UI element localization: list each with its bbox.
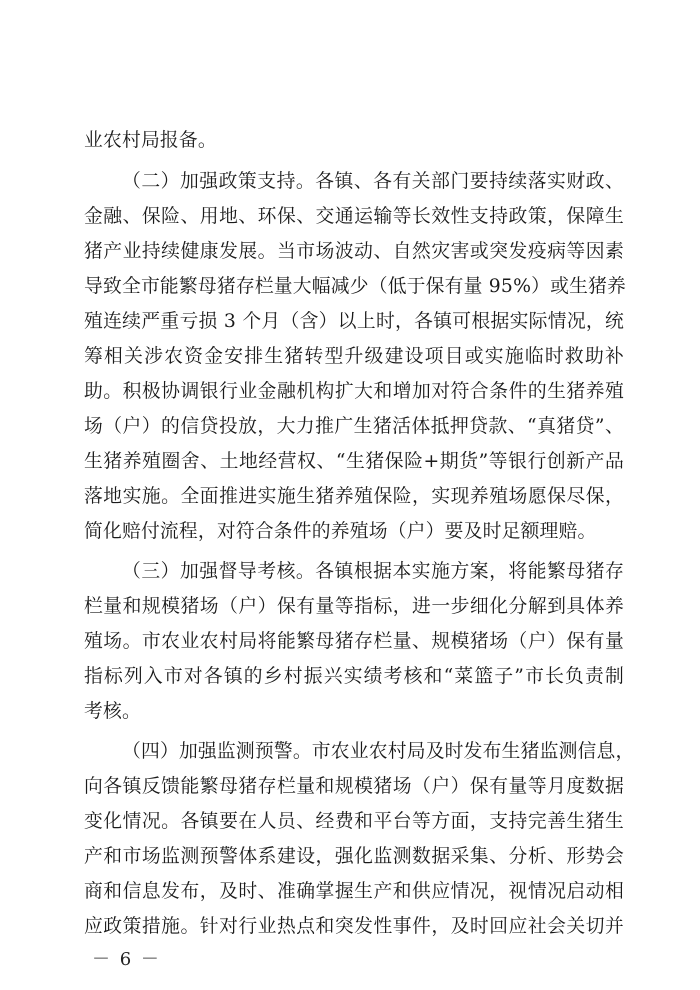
text-line: 指标列入市对各镇的乡村振兴实绩考核和“菜篮子”市长负责制 <box>84 666 624 687</box>
text-line: 殖连续严重亏损 3 个月（含）以上时，各镇可根据实际情况，统 <box>84 311 624 332</box>
text-line: 简化赔付流程，对符合条件的养殖场（户）要及时足额理赔。 <box>84 521 597 542</box>
text-line: 栏量和规模猪场（户）保有量等指标，进一步细化分解到具体养 <box>84 596 624 617</box>
section-heading-line: （四）加强监测预警。市农业农村局及时发布生猪监测信息， <box>122 741 635 762</box>
section-heading-line: （三）加强督导考核。各镇根据本实施方案，将能繁母猪存 <box>122 561 624 582</box>
text-line: 业农村局报备。 <box>84 130 217 151</box>
text-line: 向各镇反馈能繁母猪存栏量和规模猪场（户）保有量等月度数据 <box>84 776 624 797</box>
text-line: 场（户）的信贷投放，大力推广生猪活体抵押贷款、“真猪贷”、 <box>84 416 624 437</box>
text-line: 应政策措施。针对行业热点和突发性事件，及时回应社会关切并 <box>84 916 624 937</box>
text-line: 金融、保险、用地、环保、交通运输等长效性支持政策，保障生 <box>84 206 624 227</box>
text-line: 生猪养殖圈舍、土地经营权、“生猪保险+期货”等银行创新产品 <box>84 451 624 472</box>
text-line: 落地实施。全面推进实施生猪养殖保险，实现养殖场愿保尽保， <box>84 486 624 507</box>
text-line: 猪产业持续健康发展。当市场波动、自然灾害或突发疫病等因素 <box>84 241 624 262</box>
text-line: 变化情况。各镇要在人员、经费和平台等方面，支持完善生猪生 <box>84 811 624 832</box>
text-line: 商和信息发布，及时、准确掌握生产和供应情况，视情况启动相 <box>84 881 624 902</box>
text-line: 导致全市能繁母猪存栏量大幅减少（低于保有量 95%）或生猪养 <box>84 276 627 297</box>
text-line: 产和市场监测预警体系建设，强化监测数据采集、分析、形势会 <box>84 846 624 867</box>
text-line: 殖场。市农业农村局将能繁母猪存栏量、规模猪场（户）保有量 <box>84 631 624 652</box>
section-heading-line: （二）加强政策支持。各镇、各有关部门要持续落实财政、 <box>122 171 624 192</box>
text-line: 筹相关涉农资金安排生猪转型升级建设项目或实施临时救助补 <box>84 346 624 367</box>
text-line: 助。积极协调银行业金融机构扩大和增加对符合条件的生猪养殖 <box>84 381 624 402</box>
page-number: － 6 － <box>92 949 161 970</box>
text-line: 考核。 <box>84 701 141 722</box>
